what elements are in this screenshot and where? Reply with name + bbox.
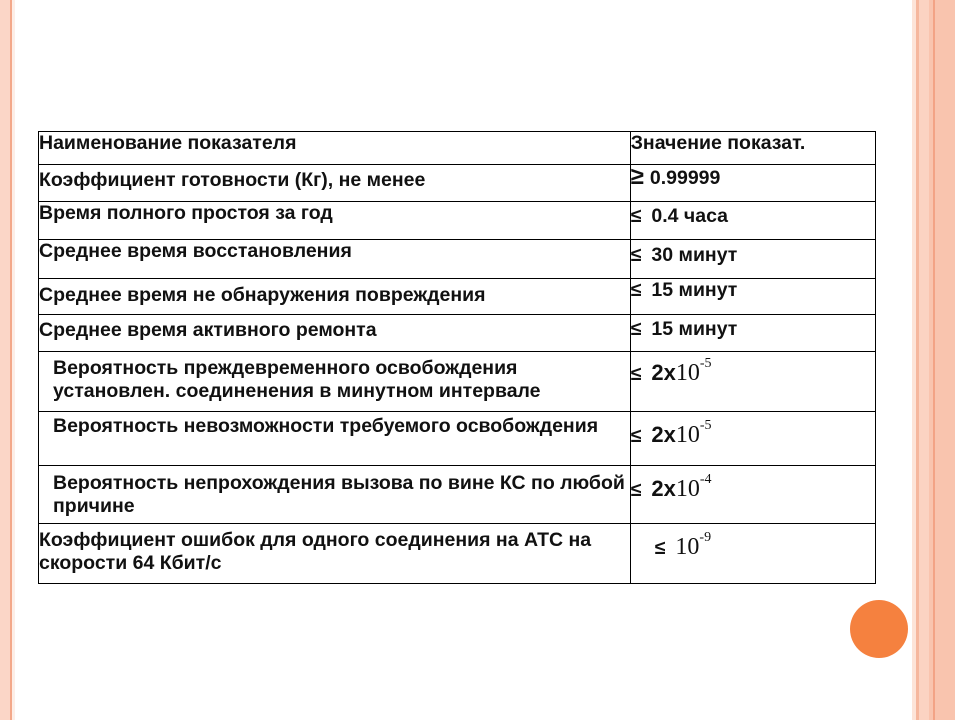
- indicators-table: [38, 131, 876, 584]
- power-exponent: -4: [699, 472, 712, 487]
- le-sign: ≤: [630, 425, 642, 447]
- row-name: Среднее время восстановления: [39, 240, 631, 279]
- row-name: Вероятность невозможности требуемого освобождения: [39, 412, 631, 466]
- row-name: Коэффициент ошибок для одного соединения на АТС на скорости 64 Кбит/с: [39, 524, 631, 584]
- table-row: [39, 352, 876, 412]
- le-sign: ≤: [630, 363, 642, 385]
- table-row: [39, 240, 876, 279]
- row-name: Вероятность преждевременного освобождения установлен. соединенения в минутном интервале: [39, 352, 631, 412]
- value-text: 15 минут: [651, 279, 738, 301]
- coefficient: 2x: [651, 360, 676, 385]
- table-row: [39, 315, 876, 352]
- row-value: [630, 524, 875, 584]
- table-row: [39, 165, 876, 202]
- row-value: [630, 202, 875, 240]
- power-base: 10: [675, 422, 700, 448]
- le-sign: ≤: [630, 318, 642, 340]
- le-sign: ≤: [630, 279, 642, 301]
- value-text: 0.99999: [649, 167, 721, 189]
- power-base: 10: [675, 534, 700, 560]
- table-row: [39, 524, 876, 584]
- left-stripe-inner: [12, 0, 15, 720]
- table-header-row: [39, 132, 876, 165]
- table-row: [39, 202, 876, 240]
- row-value: [630, 240, 875, 279]
- power-of-ten: [675, 530, 712, 560]
- le-sign: ≤: [630, 205, 642, 227]
- left-stripe-outer: [0, 0, 10, 720]
- row-name: Коэффициент готовности (Кг), не менее: [39, 165, 631, 202]
- power-of-ten: [675, 418, 712, 448]
- row-value: [630, 412, 875, 466]
- table-row: [39, 412, 876, 466]
- row-value: [630, 315, 875, 352]
- table-row: [39, 279, 876, 315]
- header-value-cell: Значение показат.: [630, 132, 875, 165]
- power-base: 10: [675, 476, 700, 502]
- power-of-ten: [675, 472, 712, 502]
- value-text: 0.4 часа: [651, 205, 729, 227]
- row-value: [630, 466, 875, 524]
- ge-sign: ≥: [630, 163, 644, 190]
- row-name: Вероятность непрохождения вызова по вине КС по любой причине: [39, 466, 631, 524]
- power-exponent: -5: [699, 418, 712, 433]
- power-base: 10: [675, 360, 700, 386]
- row-value: [630, 165, 875, 202]
- value-text: 30 минут: [651, 244, 738, 266]
- power-exponent: -5: [699, 356, 712, 371]
- row-name: Время полного простоя за год: [39, 202, 631, 240]
- header-name-cell: Наименование показателя: [39, 132, 631, 165]
- row-value: [630, 279, 875, 315]
- row-name: Среднее время не обнаружения повреждения: [39, 279, 631, 315]
- power-of-ten: [675, 356, 712, 386]
- power-exponent: -9: [699, 530, 712, 545]
- table-row: [39, 466, 876, 524]
- row-name: Среднее время активного ремонта: [39, 315, 631, 352]
- coefficient: 2x: [651, 422, 676, 447]
- right-stripe-3: [919, 0, 929, 720]
- orange-circle-decoration: [850, 600, 908, 658]
- row-value: [630, 352, 875, 412]
- coefficient: 2x: [651, 476, 676, 501]
- le-sign: ≤: [654, 537, 666, 559]
- le-sign: ≤: [630, 244, 642, 266]
- value-text: 15 минут: [651, 318, 738, 340]
- right-stripe-5: [933, 0, 935, 720]
- le-sign: ≤: [630, 479, 642, 501]
